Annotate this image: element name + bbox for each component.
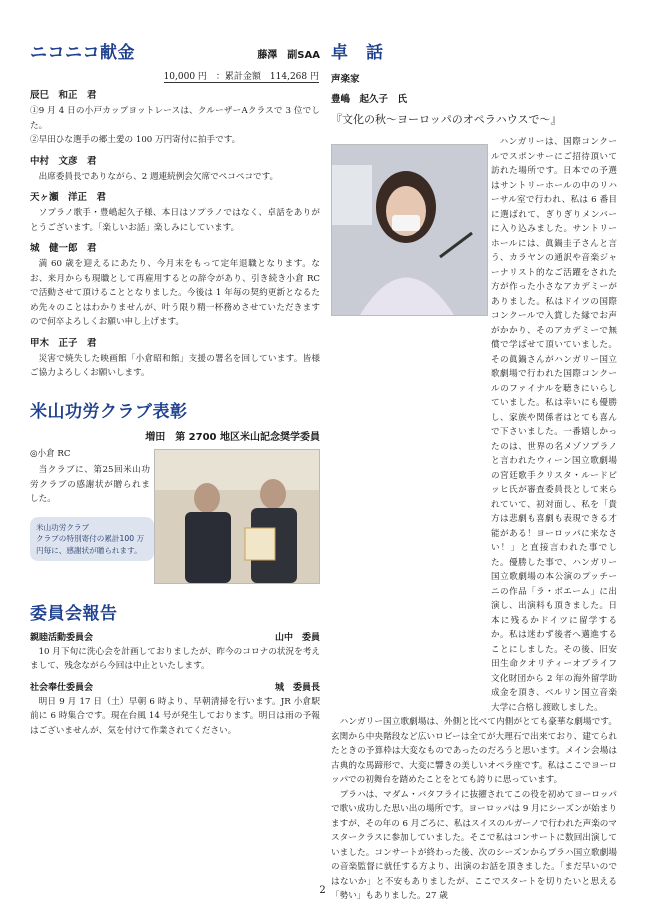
yoneyama-section — [30, 397, 320, 585]
speaker-role: 声楽家 — [331, 74, 360, 85]
yoneyama-body — [30, 447, 320, 585]
talk-paragraph: ハンガリーは、国際コンクールでスポンサーにご招待頂いて訪れた場所です。日本での予選はサントリーホールの中のリハーサル室で行われ、私は 6 番目に選ばれて、ぎりぎりメンバーに入り込みました。サントリーホールには、眞鍋圭子さんと言う、カラヤンの通訳や音楽ジャーナリスト的なご活躍をされた方が作った小さなアカデミーがありました。私はドイツの国際コンクールで入賞した縁でお声がかかり、そのアカデミーで無償で学ばせて頂いていました。その眞鍋さんがハンガリー国立歌劇場で行われた国際コンクールのファイナルを聴きにいらしていました。私は幸いにも優勝し、家族や関係者はとても喜んで下さいました。一番嬉しかったのは、世界の名メゾソプラノと言われたウィーン国立歌劇場の宮廷歌手クリスタ・ルードビッヒ氏が審査委員長として来られていて、初対面し、私を「貴方は悲劇も喜劇も表現できる才能がある！ヨーロッパに来なさい！」と直接言われた事でした。優勝した事で、ハンガリー国立歌劇場の本公演のプッチーニの作品「ラ・ボエーム」に出演し、出演料も頂きました。日本に残るかドイツに留学するか。私は迷わず後者へ邁進することにしました。その後、旧安田生命クオリティーオブライフ文化財団から 2 年の海外留学助成金を頂き、ベルリン国立音楽大学に合格し渡欧しました。 — [491, 137, 617, 713]
entry-name: 辰巳 和正 君 — [30, 90, 97, 101]
committee-text: 10 月下旬に洗心会を計画しておりましたが、昨今のコロナの状況を考えまして、残念ながら今回は中止といたします。 — [30, 646, 320, 671]
donation-entry — [30, 87, 320, 148]
donation-entry — [30, 240, 320, 330]
talk-paragraph: プラハは、マダム・バタフライに抜擢されてこの役を初めてヨーロッパで歌い成功した思い出の場所です。ヨーロッパは 9 月にシーズンが始まりますが、その年の 6 月ごろに、私はスイスのルガーノで行われた声楽のマスタークラスに参加していました。そこで私はコンサートに数回出演していました。コンサートが終わった後、次のシーズンからプラハ国立歌劇場の音楽監督に就任する方より、出演のお話を頂きました。「まだ早いのではないか」と不安もありましたが、ここでスタートを切りたいと思える「勢い」もありました。27 歳 — [331, 789, 617, 901]
talk-paragraph: ハンガリー国立歌劇場は、外側と比べて内側がとても豪華な劇場です。玄関から中央階段など広いロビーは全てが大理石で出来ており、建てられたときの予算枠は大変なものであったのだろうと思います。メイン会場は古典的な馬蹄形で、大変に響きの美しいオペラ座です。私はここでヨーロッパでの初舞台を踏めたことをとても誇りに思っています。 — [331, 717, 617, 785]
speaker-photo-illustration — [332, 145, 487, 315]
committee-name: 親睦活動委員会 — [30, 632, 94, 643]
donation-entry — [30, 153, 320, 185]
yoneyama-text: 当クラブに、第25回米山功労クラブの感謝状が贈られました。 — [30, 465, 150, 504]
committee-name: 社会奉仕委員会 — [30, 682, 94, 693]
niconico-header — [30, 38, 320, 63]
award-photo-illustration — [155, 450, 319, 583]
entry-name: 城 健一郎 君 — [30, 243, 97, 254]
committee-title: 委員会報告 — [30, 603, 118, 624]
donation-entry — [30, 335, 320, 381]
award-photo — [154, 449, 320, 584]
left-column — [30, 38, 320, 738]
committee-person: 山中 委員 — [274, 632, 320, 643]
entry-text: ①9 月 4 日の小戸カップヨットレースは、クルーザーAクラスで 3 位でした。 — [30, 106, 320, 131]
yoneyama-title: 米山功労クラブ表彰 — [30, 401, 188, 422]
entry-text: 災害で焼失した映画館「小倉昭和館」支援の署名を回しています。皆様ご協力よろしくお願いします。 — [30, 353, 320, 378]
entry-name: 甲木 正子 君 — [30, 337, 97, 349]
page-number: 2 — [319, 885, 326, 896]
committee-text: 明日 9 月 17 日（土）早朝 6 時より、早朝清掃を行います。JR 小倉駅前に 6 時集合です。現在台風 14 号が発生しております。明日は雨の予報はございませんが、気を付けて作業されてください。 — [30, 696, 320, 736]
donation-entry — [30, 189, 320, 235]
yoneyama-presenter: 増田 第 2700 地区米山記念奨学委員 — [145, 431, 320, 443]
speech-title: 『文化の秋～ヨーロッパのオペラハウスで～』 — [331, 113, 562, 126]
committee-item-header — [30, 630, 320, 643]
niconico-title: ニコニコ献金 — [30, 43, 135, 63]
committee-person: 城 委員長 — [274, 682, 320, 693]
committee-item-header — [30, 680, 320, 693]
niconico-author: 藤澤 副SAA — [257, 50, 320, 61]
speaker-photo — [331, 144, 488, 316]
entry-text: 満 60 歳を迎えるにあたり、今月末をもって定年退職となります。なお、来月からも現職として再雇用するとの辞令があり、引き続き小倉 RC で活動させて頂けることとなりました。今後は 1 年毎の契約更新となるため先々のことはわかりませんが、叶う限り精一杯務めさせていただきますので何卒よろしくお願い申し上げます。 — [30, 259, 320, 327]
entry-name: 中村 文彦 君 — [30, 155, 97, 167]
speaker-name: 豊嶋 起久子 氏 — [331, 94, 408, 105]
talk-title: 卓 話 — [331, 43, 384, 63]
entry-name: 天ヶ瀬 洋正 君 — [30, 192, 107, 203]
entry-text: ソプラノ歌手・豊嶋起久子様、本日はソプラノではなく、卓話をありがとうございます。「楽しいお話」楽しみにしています。 — [30, 208, 320, 233]
entry-text: ②早田ひな選手の郷土愛の 100 万円寄付に拍手です。 — [30, 135, 241, 145]
donation-amount: 10,000 円 ：累計金額 114,268 円 — [163, 72, 319, 82]
yoneyama-club: ◎小倉 RC — [30, 448, 71, 459]
entry-text: 出席委員長でありながら、2 週連続例会欠席でペコペコです。 — [38, 171, 279, 182]
right-column — [331, 38, 617, 904]
committee-section — [30, 599, 320, 739]
yoneyama-note: 米山功労クラブ クラブの特別寄付の累計100 万円毎に、感謝状が贈られます。 — [30, 517, 154, 562]
